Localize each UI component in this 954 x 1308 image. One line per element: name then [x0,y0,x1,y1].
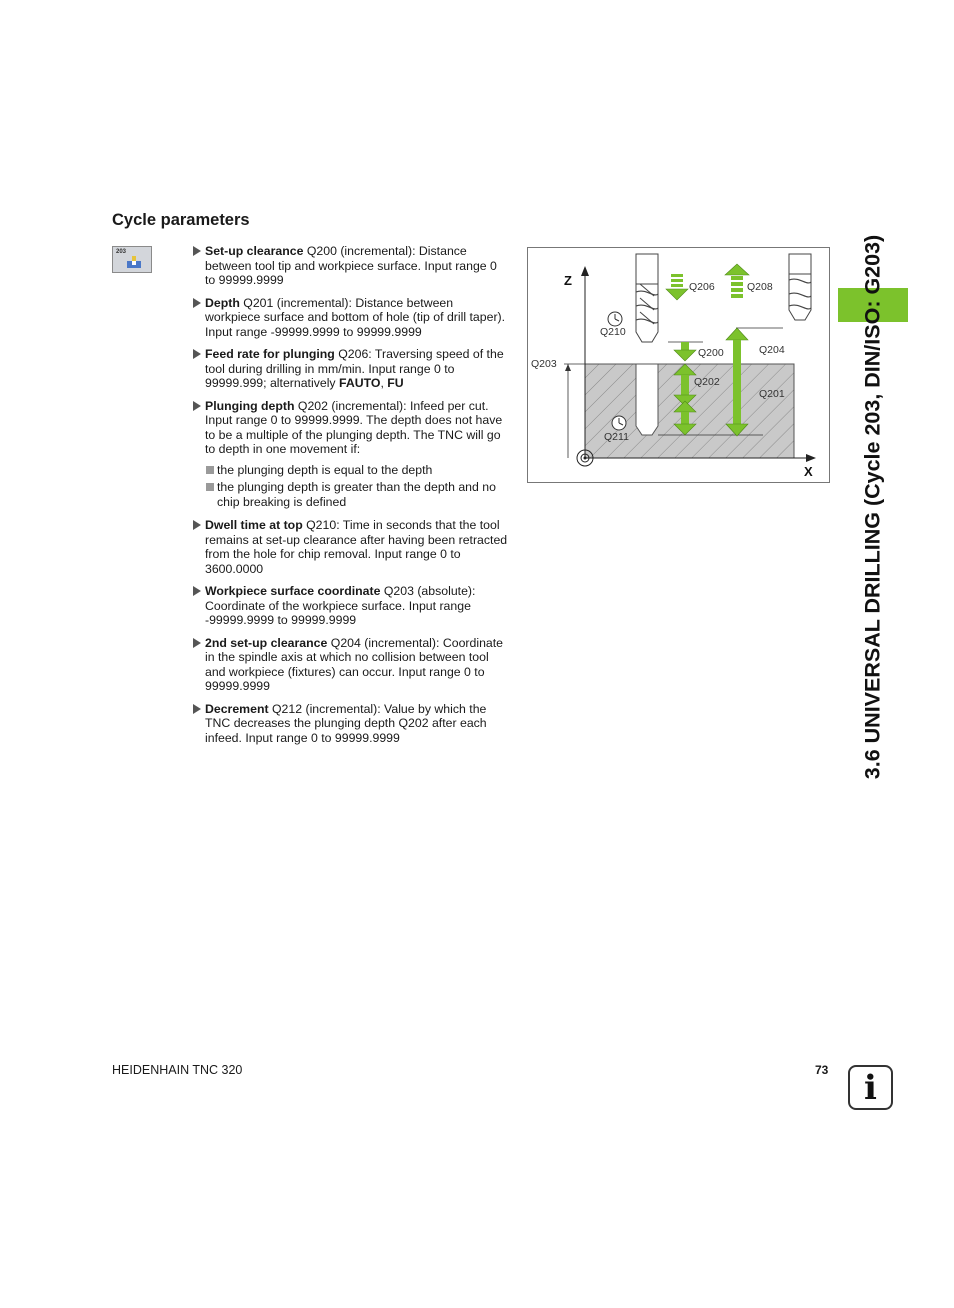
label-q200: Q200 [698,347,724,359]
bullet-arrow-icon [193,586,201,596]
bullet-arrow-icon [193,401,201,411]
fauto-keyword: FAUTO [339,376,381,390]
param-text: Q210: Time in seconds that the tool remains at set-up clearance after having been retracted from the hole for chip removal. Input range 0 to 3600.0000 [205,518,508,576]
bullet-arrow-icon [193,246,201,256]
param-depth [192,296,508,340]
param-name: Plunging depth [205,398,295,413]
q200-arrow-icon [674,342,696,361]
bullet-arrow-icon [193,704,201,714]
param-name: Workpiece surface coordinate [205,584,381,598]
square-bullet-icon [206,483,214,491]
bullet-arrow-icon [193,638,201,648]
param-surface-coordinate [192,584,508,628]
label-q208: Q208 [747,281,773,293]
q211-dwell-clock-icon [612,416,626,430]
label-q211: Q211 [604,431,629,443]
sub-item-text: the plunging depth is greater than the depth and no chip breaking is defined [217,480,496,509]
param-2nd-setup-clearance [192,636,508,694]
info-icon-glyph: i [864,1068,877,1108]
side-chapter-title [855,218,891,796]
label-q206: Q206 [689,281,715,293]
param-plunging-depth [192,399,508,457]
param-name: Feed rate for plunging [205,347,335,361]
param-text: Q204 (incremental): Coordinate in the spindle axis at which no collision between tool and workpiece (fixtures) can occur. Input range 0 to 99999.9999 [205,635,504,693]
drill-glyph-icon [127,256,141,268]
cycle-diagram-svg [528,248,829,482]
drill-hole [636,364,658,435]
footer-product: HEIDENHAIN TNC 320 [112,1063,243,1077]
q208-retract-arrow-icon [725,264,749,298]
param-text: Q203 (absolute): Coordinate of the workpiece surface. Input range -99999.9999 to 99999.9999 [205,584,476,627]
q210-dwell-clock-icon [608,312,622,326]
side-chapter-title-text: 3.6 UNIVERSAL DRILLING (Cycle 203, DIN/ISO: G203) [860,234,885,780]
parameter-list [192,244,508,753]
fu-keyword: FU [387,376,404,390]
label-q201: Q201 [759,388,785,400]
bullet-arrow-icon [193,349,201,359]
square-bullet-icon [206,466,214,474]
sub-item [192,480,508,509]
bullet-arrow-icon [193,520,201,530]
cycle-number: 203 [116,249,127,255]
sub-item [192,463,508,478]
param-text: Q200 (incremental): Distance between tool tip and workpiece surface. Input range 0 to 99999.9999 [205,244,497,287]
x-axis-arrow-icon [806,454,816,462]
x-axis-label: X [804,464,813,479]
label-q203: Q203 [531,358,557,370]
param-text: Q212 (incremental): Value by which the TNC decreases the plunging depth Q202 after each infeed. Input range 0 to 99999.9999 [205,701,487,745]
section-heading: Cycle parameters [112,211,250,229]
param-decrement [192,702,508,746]
param-name: Decrement [205,701,269,716]
q206-feed-arrow-icon [666,274,688,300]
z-axis-arrow-icon [581,266,589,276]
param-feed-rate [192,347,508,391]
param-name: Set-up clearance [205,244,304,258]
bullet-arrow-icon [193,298,201,308]
drill-tool-right-icon [789,254,811,320]
param-text: Q202 (incremental): Infeed per cut. Input range 0 to 99999.9999. The depth does not have to be a multiple of the plunging depth. The TNC will go to depth in one movement if: [205,398,503,456]
label-q204: Q204 [759,344,785,356]
origin-dot-icon [584,457,587,460]
cycle-diagram [527,247,830,483]
param-text: Q201 (incremental): Distance between workpiece surface and bottom of hole (tip of drill taper). Input range -99999.9999 to 99999.9999 [205,295,506,339]
keyword-separator: , [380,376,388,390]
param-name: 2nd set-up clearance [205,635,328,650]
page-number: 73 [815,1063,829,1077]
drill-tool-left-icon [636,254,658,342]
z-axis-label: Z [564,273,572,288]
cycle-203-softkey-icon [112,246,152,273]
param-setup-clearance [192,244,508,288]
param-text: Q206: Traversing speed of the tool during drilling in mm/min. Input range 0 to 99999.999; alternatively [205,347,504,390]
param-dwell-time-top [192,518,508,576]
label-q202: Q202 [694,376,720,388]
param-name: Dwell time at top [205,518,303,532]
q203-arrow-icon [565,364,571,371]
sub-item-text: the plunging depth is equal to the depth [217,462,433,477]
label-q210: Q210 [600,326,626,338]
info-icon [848,1065,893,1110]
param-name: Depth [205,295,240,310]
